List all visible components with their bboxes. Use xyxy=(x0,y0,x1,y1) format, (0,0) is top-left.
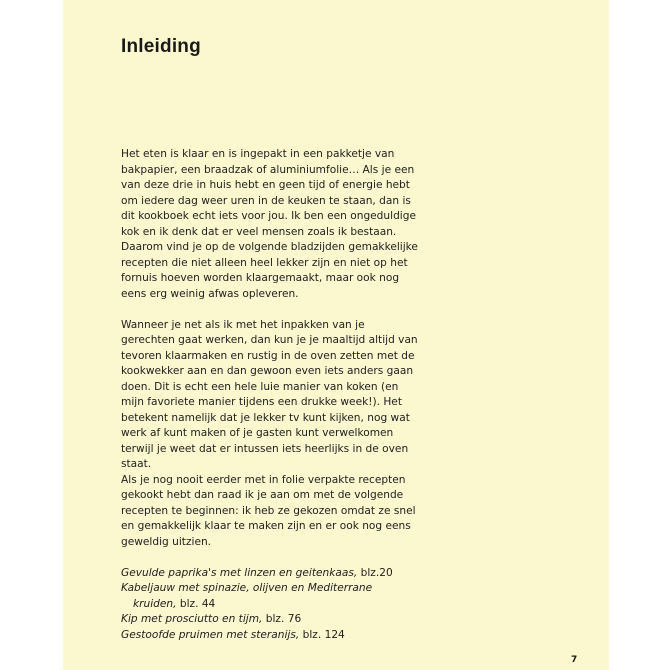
recipe-title: Kip met prosciutto en tijm, xyxy=(121,613,263,625)
text-line: recepten te beginnen: ik heb ze gekozen omdat ze snel xyxy=(121,504,416,517)
recipe-title: Gevulde paprika's met linzen en geitenkaas, xyxy=(121,566,358,579)
text-line: om iedere dag weer uren in de keuken te staan, dan is xyxy=(121,194,411,207)
recipe-page-ref: blz. 124 xyxy=(299,628,345,641)
text-line: bakpapier, een braadzak of aluminiumfolie… Als je een xyxy=(121,163,415,176)
text-line: van deze drie in huis hebt en geen tijd of energie hebt xyxy=(121,179,410,191)
text-line: Daarom vind je op de volgende bladzijden gemakkelijke xyxy=(121,241,418,253)
text-line: gerechten gaat werken, dan kun je je maaltijd altijd van xyxy=(121,334,418,346)
book-page xyxy=(63,0,609,670)
recipe-item xyxy=(121,581,551,612)
text-line: dit kookboek echt iets voor jou. Ik ben een ongeduldige xyxy=(121,210,416,222)
text-line: tevoren klaarmaken en rustig in de oven zetten met de xyxy=(121,349,415,362)
recipe-title: Kabeljauw met spinazie, olijven en Mediterrane xyxy=(121,582,373,594)
text-line: Als je nog nooit eerder met in folie verpakte recepten xyxy=(121,473,406,486)
paragraph-3 xyxy=(121,473,551,551)
text-line: Wanneer je net als ik met het inpakken van je xyxy=(121,318,365,331)
text-line: terwijl je weet dat er intussen iets heerlijks in de oven xyxy=(121,442,409,455)
page-number: 7 xyxy=(571,655,578,665)
recipe-title-continued xyxy=(121,597,551,613)
text-line: recepten die niet alleen heel lekker zijn en niet op het xyxy=(121,256,408,269)
text-line: Het eten is klaar en is ingepakt in een pakketje van xyxy=(121,148,395,160)
text-line: staat. xyxy=(121,458,152,470)
text-line: geweldig uitzien. xyxy=(121,535,212,548)
recipe-page-ref: blz.20 xyxy=(357,566,393,579)
recipe-page-ref: blz. 44 xyxy=(176,597,216,610)
body-text xyxy=(121,147,551,643)
recipe-title: Gestoofde pruimen met steranijs, xyxy=(121,628,300,641)
text-line: fornuis hoeven worden klaargemaakt, maar ook nog xyxy=(121,272,400,284)
recipe-title-line: kruiden, xyxy=(133,597,177,610)
text-line: eens erg weinig afwas opleveren. xyxy=(121,287,299,300)
text-line: mijn favoriete manier tijdens een drukke week!). Het xyxy=(121,396,402,408)
paragraph-2 xyxy=(121,318,551,473)
recipe-page-ref: blz. 76 xyxy=(262,613,302,625)
text-line: kok en ik denk dat er veel mensen zoals ik bestaan. xyxy=(121,225,397,238)
text-line: doen. Dit is echt een hele luie manier van koken (en xyxy=(121,380,399,393)
text-line: gekookt hebt dan raad ik je aan om met de volgende xyxy=(121,489,404,501)
recipe-item xyxy=(121,612,551,628)
paragraph-1 xyxy=(121,147,551,302)
text-line: werk af kunt maken of je gasten kunt verwelkomen xyxy=(121,427,394,439)
page-title: Inleiding xyxy=(121,36,201,57)
recipe-list xyxy=(121,566,551,644)
recipe-item xyxy=(121,566,551,582)
text-line: kookwekker aan en dan gewoon even iets anders gaan xyxy=(121,365,414,377)
text-line: betekent namelijk dat je lekker tv kunt kijken, nog wat xyxy=(121,411,410,424)
text-line: en gemakkelijk klaar te maken zijn en er ook nog eens xyxy=(121,520,411,532)
recipe-item xyxy=(121,628,551,644)
